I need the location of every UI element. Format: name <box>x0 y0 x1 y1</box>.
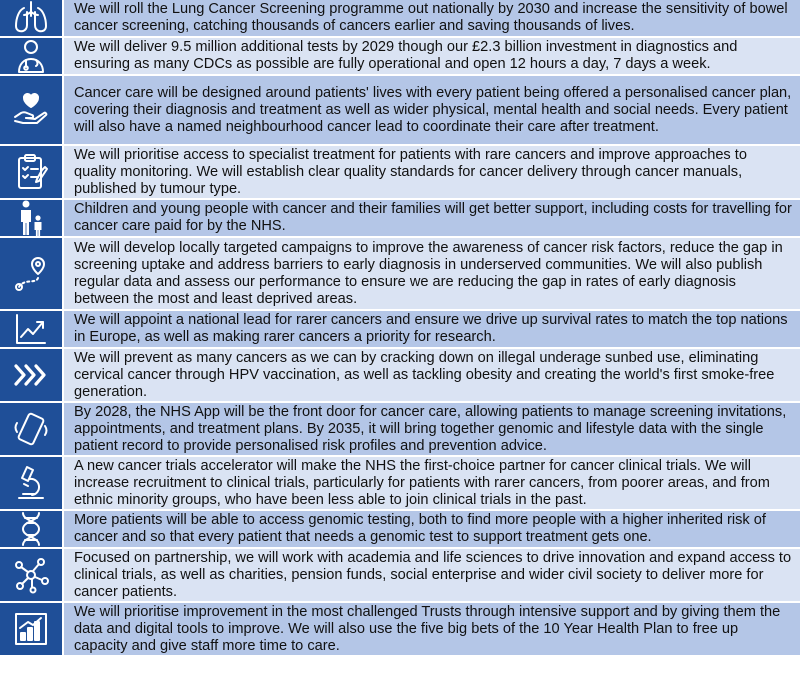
row-text: We will develop locally targeted campaigns to improve the awareness of cancer risk factors, reduce the gap in screening uptake and address barriers to early diagnosis in underserved communities. We will also publish regular data and assess our performance to ensure we are reducing the gap in rates of early diagnosis between the most and least deprived areas. <box>64 238 800 309</box>
chevrons-right-icon <box>11 355 51 395</box>
icon-cell <box>0 200 64 236</box>
hand-heart-icon <box>11 90 51 130</box>
table-row <box>0 0 800 38</box>
table-row <box>0 38 800 76</box>
route-pin-icon <box>11 254 51 294</box>
lungs-icon <box>11 0 51 38</box>
clinician-icon <box>11 36 51 76</box>
table-row <box>0 311 800 349</box>
icon-cell <box>0 238 64 309</box>
row-text: We will prioritise access to specialist treatment for patients with rare cancers and improve approaches to quality monitoring. We will establish clear quality standards for cancer delivery through cancer manuals, published by tumour type. <box>64 146 800 198</box>
table-row <box>0 76 800 146</box>
phone-icon <box>11 409 51 449</box>
row-text: We will deliver 9.5 million additional tests by 2029 though our £2.3 billion investment in diagnostics and ensuring as many CDCs as possible are fully operational and open 12 hours a day, 7 days a week. <box>64 38 800 74</box>
icon-cell <box>0 603 64 655</box>
table-row <box>0 403 800 457</box>
row-text: Cancer care will be designed around patients' lives with every patient being offered a personalised cancer plan, covering their diagnosis and treatment as well as wider physical, mental health and social needs. Every patient will also have a named neighbourhood cancer lead to coordinate their care after treatment. <box>64 76 800 144</box>
bar-growth-icon <box>11 609 51 649</box>
row-text: We will roll the Lung Cancer Screening programme out nationally by 2030 and increase the sensitivity of bowel cancer screening, catching thousands of cancers earlier and saving thousands of lives. <box>64 0 800 36</box>
icon-cell <box>0 38 64 74</box>
table-row <box>0 457 800 511</box>
table-row <box>0 146 800 200</box>
table-row <box>0 511 800 549</box>
icon-cell <box>0 549 64 601</box>
row-text: By 2028, the NHS App will be the front door for cancer care, allowing patients to manage screening invitations, appointments, and treatment plans. By 2035, it will bring together genomic and lifestyle data with the single patient record to provide personalised risk profiles and prevention advice. <box>64 403 800 455</box>
row-text: More patients will be able to access genomic testing, both to find more people with a higher inherited risk of cancer and so that every patient that needs a genomic test to support treatment gets one. <box>64 511 800 547</box>
dna-icon <box>11 509 51 549</box>
table-row <box>0 200 800 238</box>
parent-child-icon <box>11 198 51 238</box>
row-text: We will prioritise improvement in the most challenged Trusts through intensive support and by giving them the data and digital tools to improve. We will also use the five big bets of the 10 Year Health Plan to free up capacity and give staff more time to care. <box>64 603 800 655</box>
row-text: Children and young people with cancer and their families will get better support, including costs for travelling for cancer care paid for by the NHS. <box>64 200 800 236</box>
row-text: A new cancer trials accelerator will make the NHS the first-choice partner for cancer clinical trials. We will increase recruitment to clinical trials, particularly for patients with rarer cancers, from poorer areas, and from ethnic minority groups, who have been less able to join clinical trials in the past. <box>64 457 800 509</box>
table-row <box>0 349 800 403</box>
icon-cell <box>0 457 64 509</box>
table-row <box>0 549 800 603</box>
icon-cell <box>0 403 64 455</box>
trend-chart-icon <box>11 309 51 349</box>
icon-cell <box>0 311 64 347</box>
icon-cell <box>0 349 64 401</box>
icon-cell <box>0 511 64 547</box>
icon-cell <box>0 146 64 198</box>
microscope-icon <box>11 463 51 503</box>
network-icon <box>11 555 51 595</box>
row-text: We will prevent as many cancers as we can by cracking down on illegal underage sunbed use, eliminating cervical cancer through HPV vaccination, as well as tackling obesity and creating the world's first smoke-free generation. <box>64 349 800 401</box>
clipboard-icon <box>11 152 51 192</box>
table-row <box>0 238 800 311</box>
row-text: Focused on partnership, we will work with academia and life sciences to drive innovation and expand access to clinical trials, as well as charities, pension funds, social enterprise and wider civil society to deliver more for cancer patients. <box>64 549 800 601</box>
icon-cell <box>0 0 64 36</box>
table-row <box>0 603 800 657</box>
icon-cell <box>0 76 64 144</box>
row-text: We will appoint a national lead for rarer cancers and ensure we drive up survival rates to match the top nations in Europe, as well as making rarer cancers a priority for research. <box>64 311 800 347</box>
